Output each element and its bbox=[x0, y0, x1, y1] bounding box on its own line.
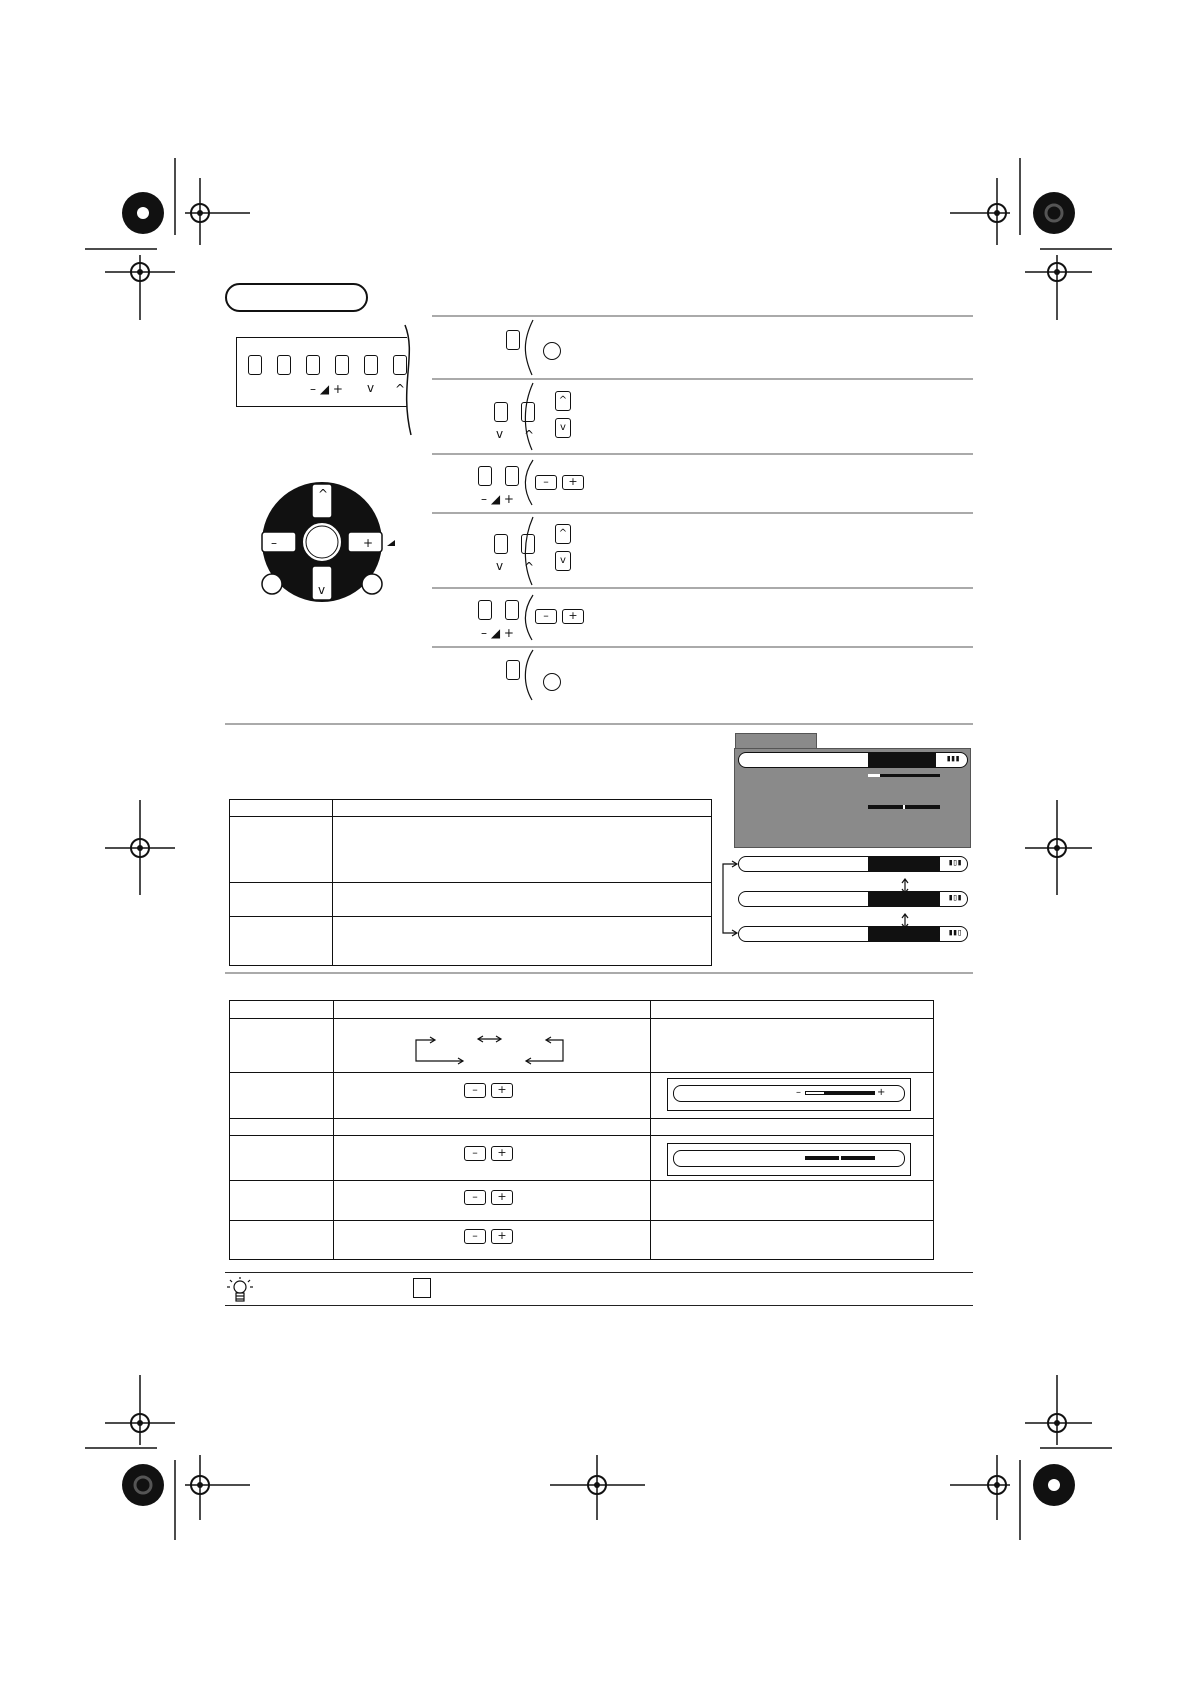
step-divider bbox=[432, 453, 973, 455]
remote-down-button[interactable]: v bbox=[555, 418, 571, 438]
minus-icon: – bbox=[796, 1087, 801, 1098]
slider-track-fill bbox=[805, 1091, 825, 1095]
table-cell bbox=[230, 1001, 334, 1019]
panel-button-6[interactable] bbox=[393, 355, 407, 375]
minus-button[interactable]: – bbox=[464, 1083, 486, 1098]
section-divider bbox=[225, 972, 973, 974]
settings-table bbox=[229, 799, 712, 966]
nav-right-icon[interactable]: + bbox=[363, 536, 374, 550]
remote-plus-button[interactable]: + bbox=[562, 475, 584, 490]
plus-button[interactable]: + bbox=[491, 1190, 513, 1205]
channel-up-button[interactable] bbox=[521, 402, 535, 422]
step-divider bbox=[432, 512, 973, 514]
chevron-down-icon: v bbox=[496, 559, 504, 573]
osd-level-icon: ▮▯▮ bbox=[948, 858, 962, 868]
panel-cut-curve bbox=[403, 325, 423, 435]
section-divider bbox=[225, 723, 973, 725]
plus-button[interactable]: + bbox=[491, 1146, 513, 1161]
menu-button[interactable] bbox=[506, 330, 520, 350]
section-title-pill bbox=[225, 283, 368, 312]
chevron-up-icon: ^ bbox=[395, 382, 406, 396]
panel-button-5[interactable] bbox=[364, 355, 378, 375]
table-cell bbox=[230, 883, 333, 917]
step-divider bbox=[432, 315, 973, 317]
step-divider bbox=[432, 378, 973, 380]
slider-marker bbox=[839, 1156, 841, 1160]
table-cell bbox=[230, 1019, 334, 1073]
panel-button-2[interactable] bbox=[277, 355, 291, 375]
channel-up-button[interactable] bbox=[521, 534, 535, 554]
plus-button[interactable]: + bbox=[491, 1083, 513, 1098]
remote-minus-button[interactable]: – bbox=[535, 609, 557, 624]
osd-bar-2-marker bbox=[903, 805, 905, 809]
panel-button-4[interactable] bbox=[335, 355, 349, 375]
osd-menu-tab bbox=[735, 733, 817, 749]
osd-level-icon: ▮▯▮ bbox=[948, 893, 962, 903]
volume-minus-button[interactable] bbox=[478, 600, 492, 620]
minus-button[interactable]: – bbox=[464, 1190, 486, 1205]
chevron-up-icon: ^ bbox=[524, 560, 535, 574]
table-cell bbox=[230, 1221, 334, 1260]
table-cell bbox=[230, 1181, 334, 1221]
channel-down-button[interactable] bbox=[494, 534, 508, 554]
table-cell bbox=[333, 883, 712, 917]
remote-down-button[interactable]: v bbox=[555, 551, 571, 571]
table-cell bbox=[333, 817, 712, 883]
remote-minus-button[interactable]: – bbox=[535, 475, 557, 490]
plus-button[interactable]: + bbox=[491, 1229, 513, 1244]
remote-up-button[interactable]: ^ bbox=[555, 524, 571, 544]
table-cell bbox=[230, 800, 333, 817]
table-cell bbox=[230, 1073, 334, 1119]
volume-symbol: – ◢ + bbox=[310, 382, 343, 396]
table-cell bbox=[334, 1001, 651, 1019]
remote-plus-button[interactable]: + bbox=[562, 609, 584, 624]
remote-nav-pad bbox=[255, 480, 415, 610]
mode-cycle-arrows bbox=[413, 1033, 593, 1073]
table-cell bbox=[651, 1019, 934, 1073]
nav-down-icon[interactable]: v bbox=[318, 583, 326, 597]
panel-button-3[interactable] bbox=[306, 355, 320, 375]
step-curves bbox=[520, 320, 560, 700]
channel-down-button[interactable] bbox=[494, 402, 508, 422]
table-cell bbox=[651, 1221, 934, 1260]
step-divider bbox=[432, 587, 973, 589]
table-cell bbox=[333, 917, 712, 966]
tip-key-box bbox=[413, 1278, 431, 1298]
menu-button[interactable] bbox=[506, 660, 520, 680]
volume-minus-button[interactable] bbox=[478, 466, 492, 486]
step-divider bbox=[432, 646, 973, 648]
tip-bottom-rule bbox=[225, 1305, 973, 1306]
minus-button[interactable]: – bbox=[464, 1229, 486, 1244]
nav-up-icon[interactable]: ^ bbox=[318, 487, 329, 501]
table-cell bbox=[334, 1119, 651, 1136]
osd-value-box bbox=[868, 752, 936, 768]
volume-plus-button[interactable] bbox=[505, 466, 519, 486]
table-cell bbox=[651, 1119, 934, 1136]
lightbulb-icon bbox=[225, 1276, 255, 1306]
osd-level-icon: ▮▮▯ bbox=[948, 928, 962, 938]
chevron-up-icon: ^ bbox=[524, 428, 535, 442]
volume-symbol: – ◢ + bbox=[481, 492, 514, 506]
osd-level-icon: ▮▮▮ bbox=[946, 754, 960, 764]
table-cell bbox=[230, 1136, 334, 1181]
table-cell bbox=[230, 1119, 334, 1136]
volume-plus-button[interactable] bbox=[505, 600, 519, 620]
table-cell bbox=[651, 1181, 934, 1221]
chevron-down-icon: v bbox=[367, 381, 375, 395]
menu-circle-icon[interactable] bbox=[543, 342, 561, 360]
nav-left-icon[interactable]: – bbox=[271, 536, 277, 550]
table-cell bbox=[333, 800, 712, 817]
osd-cycle-arrows bbox=[715, 855, 1015, 955]
minus-button[interactable]: – bbox=[464, 1146, 486, 1161]
menu-circle-icon[interactable] bbox=[543, 673, 561, 691]
remote-up-button[interactable]: ^ bbox=[555, 391, 571, 411]
osd-bar-1-fill bbox=[868, 774, 880, 777]
plus-icon: + bbox=[877, 1087, 886, 1098]
table-cell bbox=[230, 917, 333, 966]
volume-symbol: – ◢ + bbox=[481, 626, 514, 640]
panel-button-1[interactable] bbox=[248, 355, 262, 375]
table-cell bbox=[651, 1001, 934, 1019]
chevron-down-icon: v bbox=[496, 427, 504, 441]
table-cell bbox=[230, 817, 333, 883]
tip-top-rule bbox=[225, 1272, 973, 1273]
